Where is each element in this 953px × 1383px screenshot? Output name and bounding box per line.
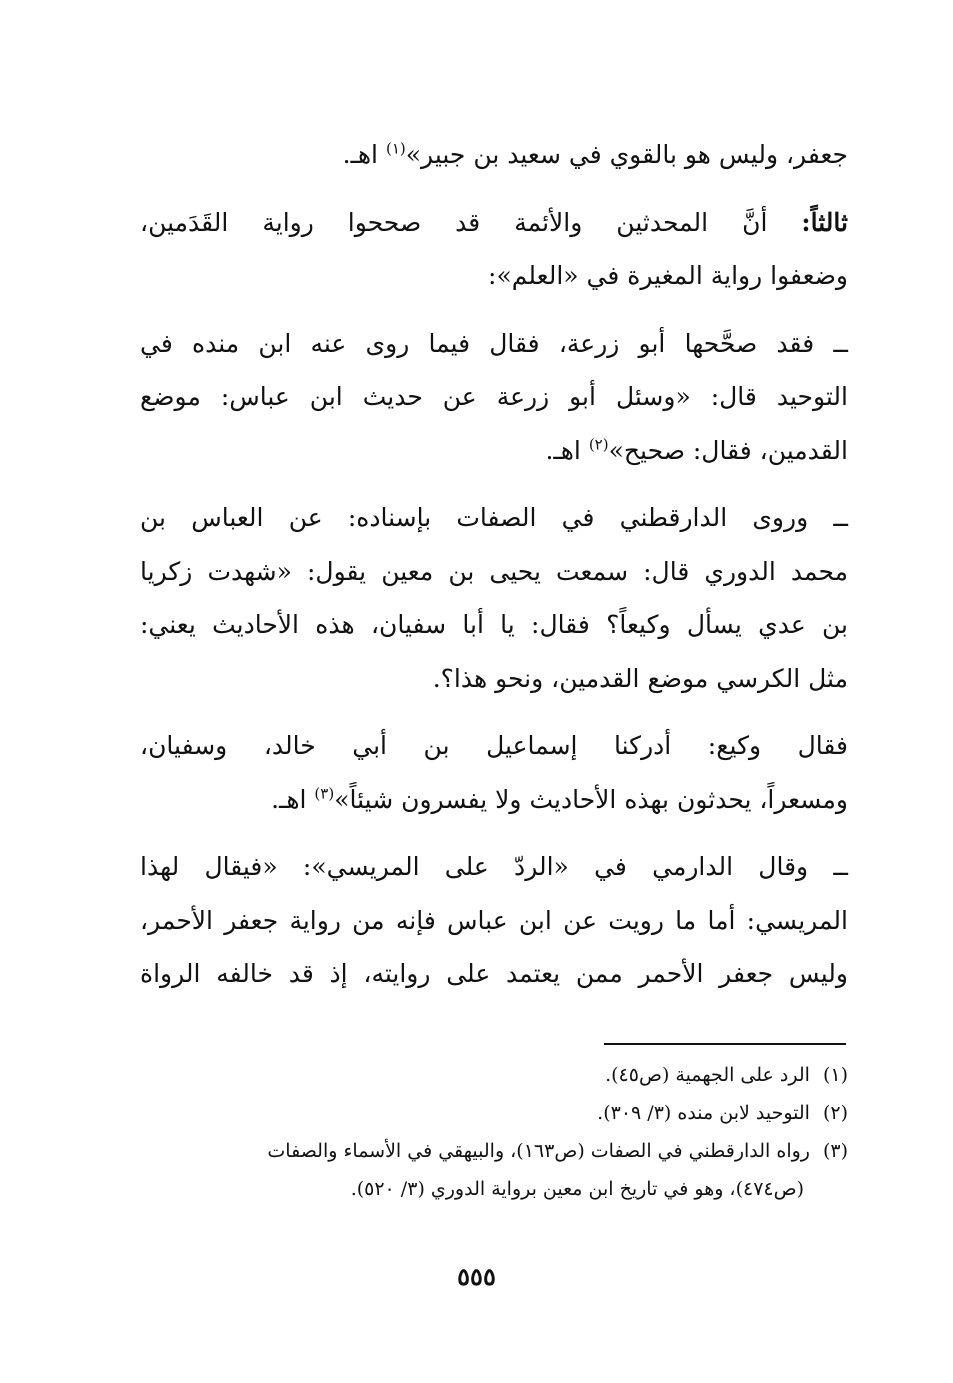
text-span: اهـ.: [271, 784, 315, 814]
footnote-ref-2[interactable]: (٢): [588, 435, 609, 454]
paragraph-6: [140, 840, 848, 1001]
footnote-2: [140, 1094, 848, 1132]
text-line: بن عدي يسأل وكيعاً؟ فقال: يا أبا سفيان، هذه الأحاديث يعني:: [140, 610, 848, 639]
paragraph-4: [140, 491, 848, 705]
paragraph-5: [140, 719, 848, 826]
footnote-text: رواه الدارقطني في الصفات (ص١٦٣)، والبيهقي في الأسماء والصفات: [267, 1140, 810, 1162]
text-span: القدمين، فقال: صحيح»: [608, 435, 848, 465]
text-line: مثل الكرسي موضع القدمين، ونحو هذا؟.: [432, 663, 848, 693]
page-number: ٥٥٥: [457, 1262, 496, 1291]
text-line: فقال وكيع: أدركنا إسماعيل بن أبي خالد، وسفيان،: [140, 731, 848, 760]
footnote-text: الرد على الجهمية (ص٤٥).: [605, 1064, 810, 1086]
footnote-text: التوحيد لابن منده (٣/ ٣٠٩).: [597, 1102, 810, 1124]
main-text: [140, 128, 848, 1015]
text-span: اهـ.: [342, 140, 386, 169]
text-line: [140, 773, 848, 827]
footnote-ref-3[interactable]: (٣): [314, 784, 335, 803]
point-heading: ثالثاً:: [801, 207, 848, 237]
text-line: وضعفوا رواية المغيرة في «العلم»:: [488, 261, 848, 290]
footnote-3-continued: (ص٤٧٤)، وهو في تاريخ ابن معين برواية الدوري (٣/ ٥٢٠).: [350, 1178, 804, 1200]
text-line: المريسي: أما ما رويت عن ابن عباس فإنه من رواية جعفر الأحمر،: [140, 905, 848, 935]
text-line: وليس جعفر الأحمر ممن يعتمد على روايته، إذ قد خالفه الرواة: [140, 959, 848, 988]
text-line: ــ وقال الدارمي في «الردّ على المريسي»: «فيقال لهذا: [140, 852, 848, 881]
paragraph-1: [140, 128, 848, 182]
footnote-separator: [604, 1043, 846, 1045]
text-span: جعفر، وليس هو بالقوي في سعيد بن جبير»: [405, 140, 848, 169]
text-span: ومسعراً، يحدثون بهذه الأحاديث ولا يفسرون شيئاً»: [334, 784, 848, 814]
footnote-number: (٢): [822, 1102, 848, 1124]
text-line: [140, 196, 848, 250]
footnotes: [140, 1056, 848, 1208]
text-line: ــ وروى الدارقطني في الصفات بإسناده: عن العباس بن: [140, 503, 848, 532]
footnote-number: (٣): [822, 1140, 848, 1162]
footnote-number: (١): [822, 1064, 848, 1086]
text-span: اهـ.: [545, 435, 589, 465]
paragraph-2: [140, 196, 848, 303]
text-line: محمد الدوري قال: سمعت يحيى بن معين يقول: «شهدت زكريا: [140, 556, 848, 586]
footnote-1: [140, 1056, 848, 1094]
text-line: [140, 128, 848, 182]
paragraph-3: [140, 317, 848, 478]
text-line: التوحيد قال: «وسئل أبو زرعة عن حديث ابن عباس: موضع: [140, 382, 848, 411]
footnote-3: [140, 1132, 848, 1170]
text-line: [140, 424, 848, 478]
text-line: ــ فقد صحَّحها أبو زرعة، فقال فيما روى عنه ابن منده في: [140, 328, 848, 358]
footnote-ref-1[interactable]: (١): [385, 139, 406, 158]
text-span: أنَّ المحدثين والأئمة قد صححوا رواية القَدَمين،: [140, 207, 802, 237]
